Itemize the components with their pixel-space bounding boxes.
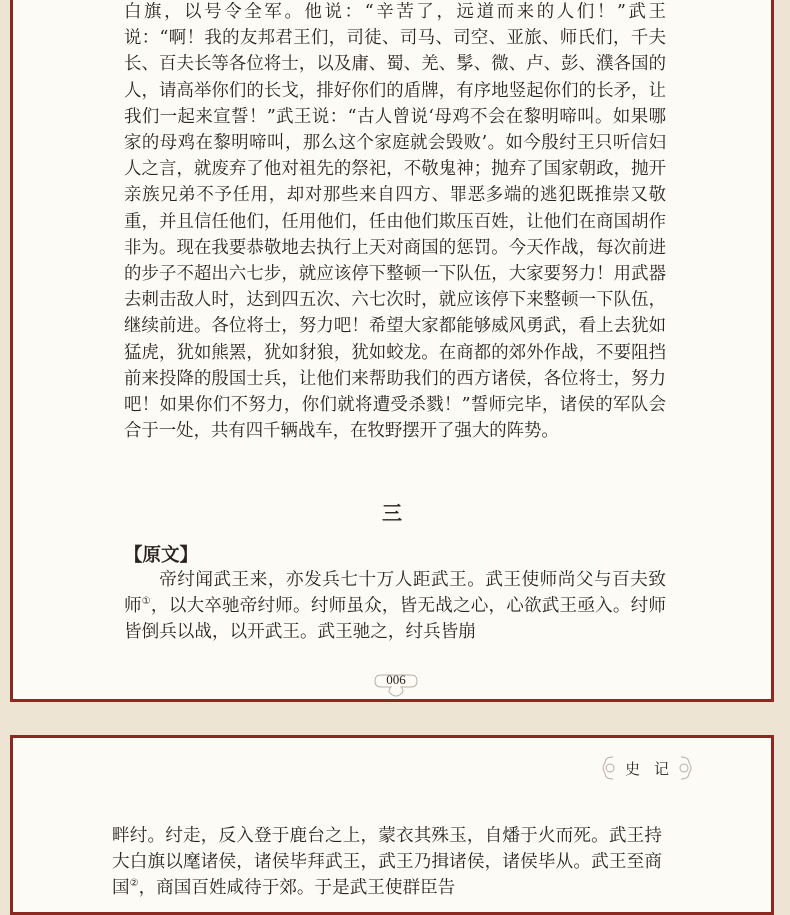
continued-text-part-1: 畔纣。纣走，反入登于鹿台之上，蒙衣其殊玉，自燔于火而死。武王持大白旗以麾诸侯，诸侯毕拜武王，武王乃揖诸侯，诸侯毕从。武王至商国 xyxy=(112,825,662,898)
section-number: 三 xyxy=(382,501,402,525)
original-text-paragraph xyxy=(124,566,666,645)
footnote-marker-2[interactable]: ② xyxy=(129,878,139,890)
original-text-part-2: ，以大卒驰帝纣师。纣师虽众，皆无战之心，心欲武王亟入。纣师皆倒兵以战，以开武王。武王驰之，纣兵皆崩 xyxy=(124,595,666,642)
book-title: 史记 xyxy=(624,760,683,778)
page-number: 006 xyxy=(386,672,406,687)
original-text-label: 【原文】 xyxy=(124,545,199,566)
running-header xyxy=(601,753,693,783)
continued-text-part-2: ，商国百姓咸待于郊。于是武王使群臣告 xyxy=(138,877,456,898)
book-page-lower xyxy=(10,735,774,915)
footnote-marker-1[interactable]: ① xyxy=(141,596,151,608)
original-text-continued xyxy=(112,822,662,901)
original-text-part-1: 帝纣闻武王来，亦发兵七十万人距武王。武王使师尚父与百夫致师 xyxy=(124,569,666,616)
page-number-badge xyxy=(373,669,419,699)
book-page-upper xyxy=(10,0,774,702)
translation-paragraph: 白旗，以号令全军。他说：“辛苦了，远道而来的人们！”武王说：“啊！我的友邦君王们，司徒、司马、司空、亚旅、师氏们，千夫长、百夫长等各位将士，以及庸、蜀、羌、髳、微、卢、彭、濮各国的人，请高举你们的长戈，排好你们的盾牌，有序地竖起你们的长矛，让我们一起来宣誓！”武王说：“古人曾说‘母鸡不会在黎明啼叫。如果哪家的母鸡在黎明啼叫，那么这个家庭就会毁败’。如今殷纣王只听信妇人之言，就废弃了他对祖先的祭祀，不敬鬼神；抛弃了国家朝政，抛开亲族兄弟不予任用，却对那些来自四方、罪恶多端的逃犯既推崇又敬重，并且信任他们，任用他们，任由他们欺压百姓，让他们在商国胡作非为。现在我要恭敬地去执行上天对商国的惩罚。今天作战，每次前进的步子不超出六七步，就应该停下整顿一下队伍，大家要努力！用武器去刺击敌人时，达到四五次、六七次时，就应该停下来整顿一下队伍，继续前进。各位将士，努力吧！希望大家都能够威风勇武，看上去犹如猛虎，犹如熊罴，犹如豺狼，犹如蛟龙。在商都的郊外作战，不要阻挡前来投降的殷国士兵，让他们来帮助我们的西方诸侯，各位将士，努力吧！如果你们不努力，你们就将遭受杀戮！”誓师完毕，诸侯的军队会合于一处，共有四千辆战车，在牧野摆开了强大的阵势。 xyxy=(124,2,666,442)
